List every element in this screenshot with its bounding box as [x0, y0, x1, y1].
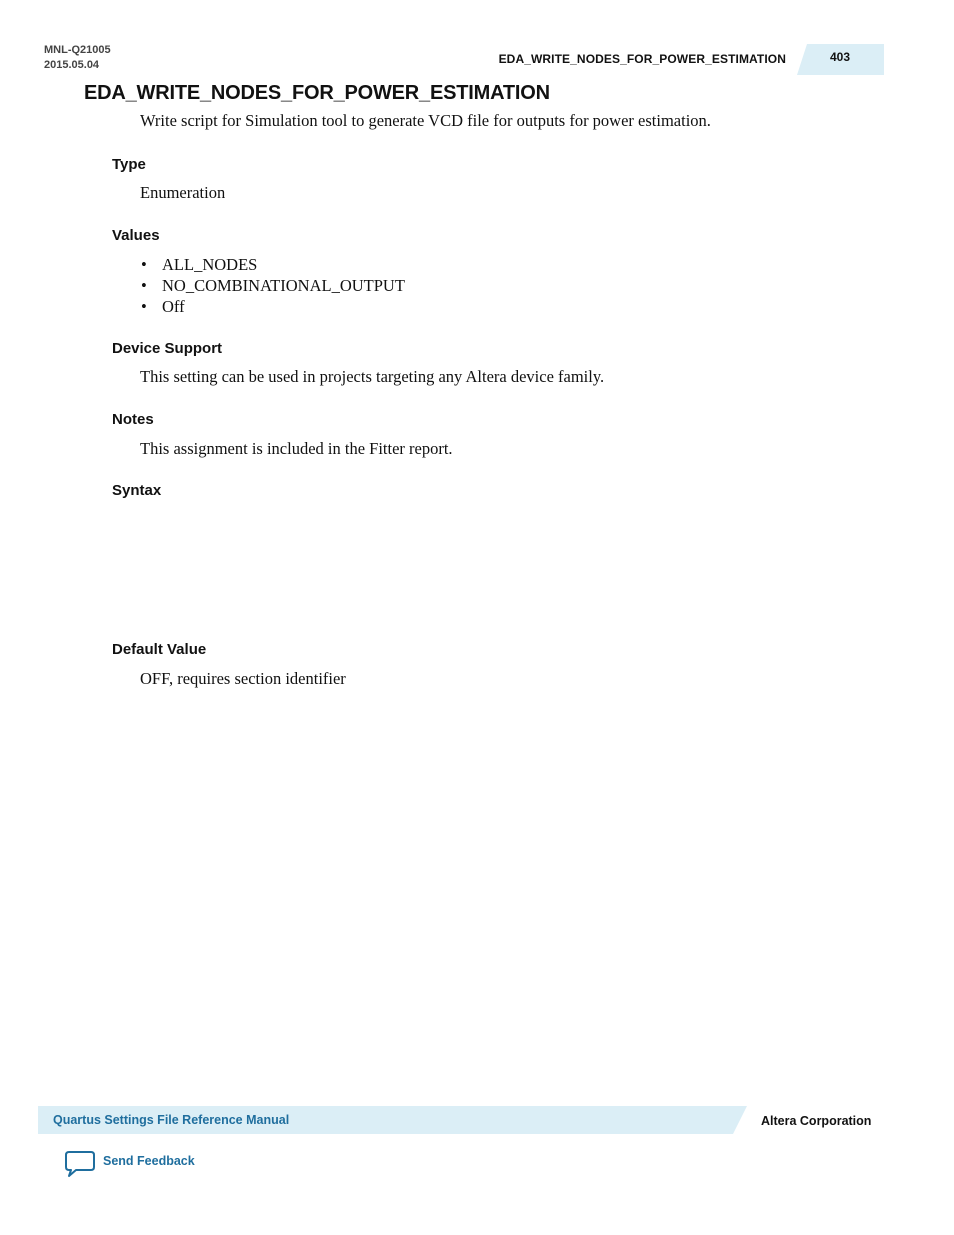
list-item [140, 275, 405, 296]
list-item-label: Off [162, 297, 185, 316]
values-list [140, 254, 405, 317]
default-value-heading: Default Value [112, 641, 207, 658]
document-meta [44, 43, 111, 73]
send-feedback-link[interactable]: Send Feedback [103, 1154, 195, 1168]
notes-heading: Notes [112, 411, 154, 428]
default-value-text: OFF, requires section identifier [140, 669, 346, 688]
document-id: MNL-Q21005 [44, 44, 111, 56]
list-item-label: ALL_NODES [162, 255, 258, 274]
document-date: 2015.05.04 [44, 59, 100, 71]
list-item [140, 254, 405, 275]
bullet-icon: • [141, 255, 147, 274]
bullet-icon: • [141, 297, 147, 316]
values-heading: Values [112, 227, 160, 244]
page-number: 403 [829, 50, 851, 64]
notes-text: This assignment is included in the Fitter report. [140, 439, 453, 458]
speech-bubble-icon[interactable] [64, 1150, 96, 1178]
type-heading: Type [112, 156, 146, 173]
list-item [140, 296, 405, 317]
list-item-label: NO_COMBINATIONAL_OUTPUT [162, 276, 405, 295]
manual-title-link[interactable]: Quartus Settings File Reference Manual [53, 1113, 290, 1127]
company-name: Altera Corporation [761, 1114, 872, 1128]
page-title: EDA_WRITE_NODES_FOR_POWER_ESTIMATION [84, 82, 550, 104]
running-title: EDA_WRITE_NODES_FOR_POWER_ESTIMATION [498, 52, 786, 66]
description-text: Write script for Simulation tool to generate VCD file for outputs for power estimation. [140, 111, 711, 130]
syntax-heading: Syntax [112, 482, 162, 499]
bullet-icon: • [141, 276, 147, 295]
device-support-text: This setting can be used in projects targeting any Altera device family. [140, 367, 605, 386]
type-value: Enumeration [140, 183, 226, 202]
device-support-heading: Device Support [112, 340, 223, 357]
